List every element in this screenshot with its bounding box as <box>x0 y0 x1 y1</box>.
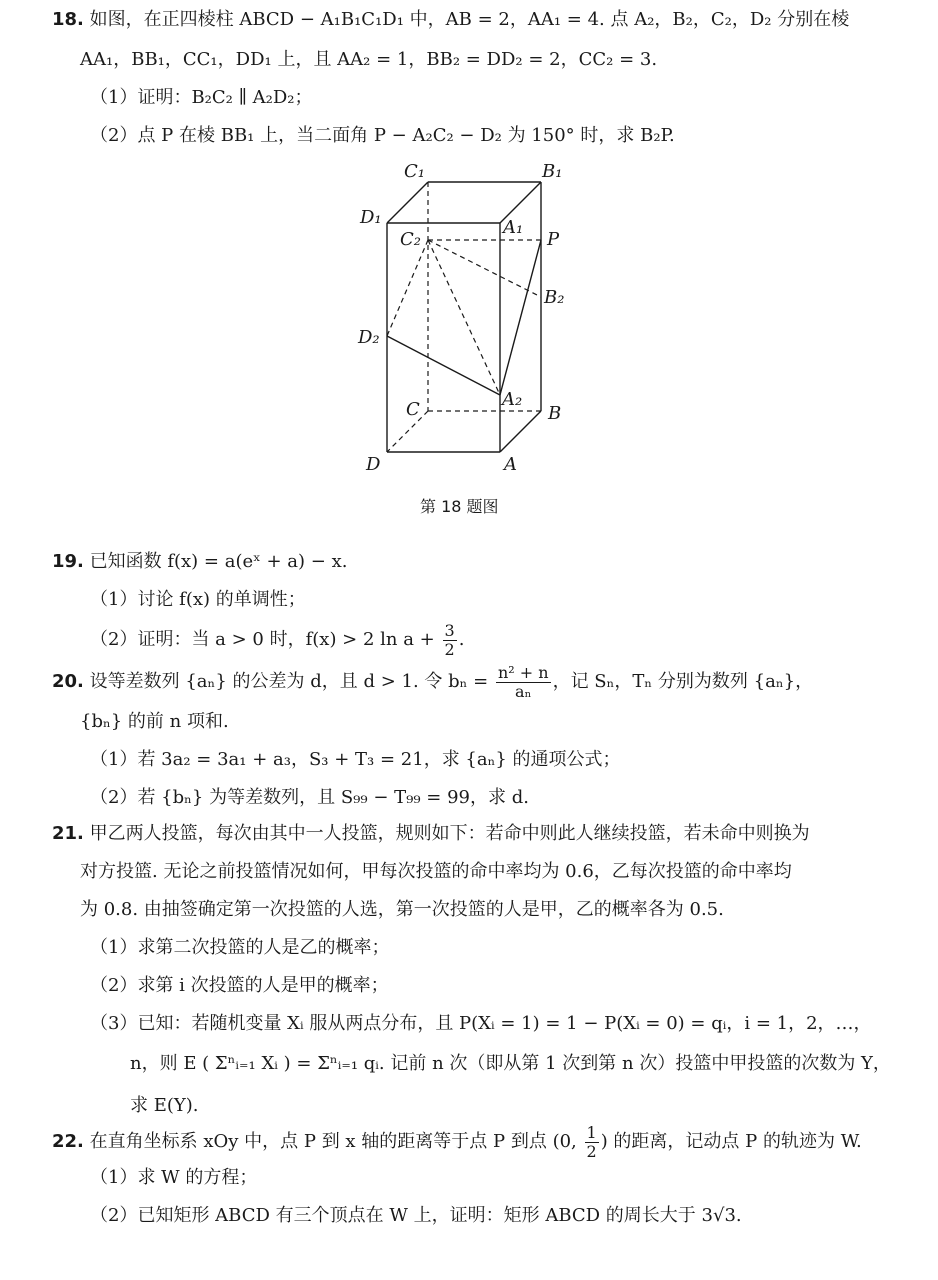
edge-A2P <box>500 240 541 395</box>
label-D1: D₁ <box>360 207 382 228</box>
edge-C2A2-hidden <box>428 240 500 395</box>
q18-number: 18. <box>52 9 84 30</box>
edge-C2B2-hidden <box>428 240 541 297</box>
q20-frac-den: aₙ <box>515 681 532 701</box>
q20-stem-pre: 设等差数列 {aₙ} 的公差为 d，且 d > 1. 令 bₙ = <box>89 671 494 692</box>
q20-stem-line2: {bₙ} 的前 n 项和. <box>80 711 229 732</box>
edge-AB <box>500 411 541 452</box>
q22-number: 22. <box>52 1131 84 1152</box>
label-A2: A₂ <box>502 389 523 410</box>
q20-frac-num: n² + n <box>497 662 549 682</box>
q22-frac-den: 2 <box>586 1141 597 1161</box>
q19-part2-text: （2）证明：当 a > 0 时，f(x) > 2 ln a + <box>90 629 441 650</box>
q22-part2: （2）已知矩形 ABCD 有三个顶点在 W 上，证明：矩形 ABCD 的周长大于 3√3. <box>90 1205 742 1226</box>
q21-part2: （2）求第 i 次投篮的人是甲的概率； <box>90 975 389 996</box>
edge-D2A2 <box>387 336 500 395</box>
q19-frac-den: 2 <box>444 639 455 659</box>
q19-stem: 已知函数 f(x) = a(eˣ + a) − x. <box>89 551 348 572</box>
q19-part2-end: . <box>458 629 465 650</box>
q19-line1 <box>52 550 347 574</box>
q18-stem-line2: AA₁，BB₁，CC₁，DD₁ 上，且 AA₂ = 1，BB₂ = DD₂ = 2，CC₂ = 3. <box>80 49 658 70</box>
label-D: D <box>366 454 381 475</box>
q20-number: 20. <box>52 671 84 692</box>
q21-stem-line3: 为 0.8. 由抽签确定第一次投篮的人选，第一次投篮的人是甲，乙的概率各为 0.5. <box>80 899 724 920</box>
q19-number: 19. <box>52 551 84 572</box>
label-A1: A₁ <box>503 217 524 238</box>
q19-part2 <box>90 620 464 660</box>
label-C1: C₁ <box>404 161 425 182</box>
q19-frac-num: 3 <box>444 620 455 640</box>
label-P: P <box>547 229 560 250</box>
q21-part3-line1: （3）已知：若随机变量 Xᵢ 服从两点分布，且 P(Xᵢ = 1) = 1 − P(Xᵢ = 0) = qᵢ，i = 1，2，…， <box>90 1013 872 1034</box>
q19-fraction <box>443 622 457 659</box>
q21-number: 21. <box>52 823 84 844</box>
q22-stem-post: ) 的距离，记动点 P 的轨迹为 W. <box>600 1131 862 1152</box>
q18-stem-line1: 如图，在正四棱柱 ABCD − A₁B₁C₁D₁ 中，AB = 2，AA₁ = 4. 点 A₂，B₂，C₂，D₂ 分别在棱 <box>89 9 850 30</box>
q22-stem-pre: 在直角坐标系 xOy 中，点 P 到 x 轴的距离等于点 P 到点 (0, <box>89 1131 583 1152</box>
label-B2: B₂ <box>544 287 565 308</box>
edge-D1C1 <box>387 182 428 223</box>
q18-part2: （2）点 P 在棱 BB₁ 上，当二面角 P − A₂C₂ − D₂ 为 150° 时，求 B₂P. <box>90 125 675 146</box>
q21-line1 <box>52 822 810 846</box>
edge-C2D2-hidden <box>387 240 428 336</box>
q21-stem-line2: 对方投篮. 无论之前投篮情况如何，甲每次投篮的命中率均为 0.6，乙每次投篮的命中率均 <box>80 861 792 882</box>
label-B1: B₁ <box>542 161 563 182</box>
q18-part1: （1）证明：B₂C₂ ∥ A₂D₂； <box>90 87 313 108</box>
q18-prism-figure <box>350 155 580 485</box>
q21-part1: （1）求第二次投篮的人是乙的概率； <box>90 937 390 958</box>
q21-part3-line2: n，则 E ( Σⁿᵢ₌₁ Xᵢ ) = Σⁿᵢ₌₁ qᵢ. 记前 n 次（即从第 1 次到第 n 次）投篮中甲投篮的次数为 Y， <box>130 1053 891 1074</box>
q20-part1: （1）若 3a₂ = 3a₁ + a₃，S₃ + T₃ = 21，求 {aₙ} 的通项公式； <box>90 749 621 770</box>
q18-figure-caption: 第 18 题图 <box>420 497 499 516</box>
label-C2: C₂ <box>400 229 421 250</box>
q21-part3-line3: 求 E(Y). <box>130 1095 199 1116</box>
q21-stem-line1: 甲乙两人投篮，每次由其中一人投篮，规则如下：若命中则此人继续投篮，若未命中则换为 <box>89 823 810 844</box>
q22-part1: （1）求 W 的方程； <box>90 1167 258 1188</box>
q22-fraction <box>585 1124 599 1161</box>
label-D2: D₂ <box>358 327 380 348</box>
q20-fraction <box>496 664 551 701</box>
q19-part1: （1）讨论 f(x) 的单调性； <box>90 589 306 610</box>
q22-frac-num: 1 <box>586 1122 597 1142</box>
label-C: C <box>406 399 420 420</box>
label-B: B <box>548 403 562 424</box>
q20-part2: （2）若 {bₙ} 为等差数列，且 S₉₉ − T₉₉ = 99，求 d. <box>90 787 529 808</box>
q20-stem-post: ，记 Sₙ，Tₙ 分别为数列 {aₙ}， <box>552 671 814 692</box>
label-A: A <box>504 454 517 475</box>
q22-line1 <box>52 1122 862 1162</box>
q18-line1 <box>52 8 849 32</box>
q20-line1 <box>52 662 813 702</box>
